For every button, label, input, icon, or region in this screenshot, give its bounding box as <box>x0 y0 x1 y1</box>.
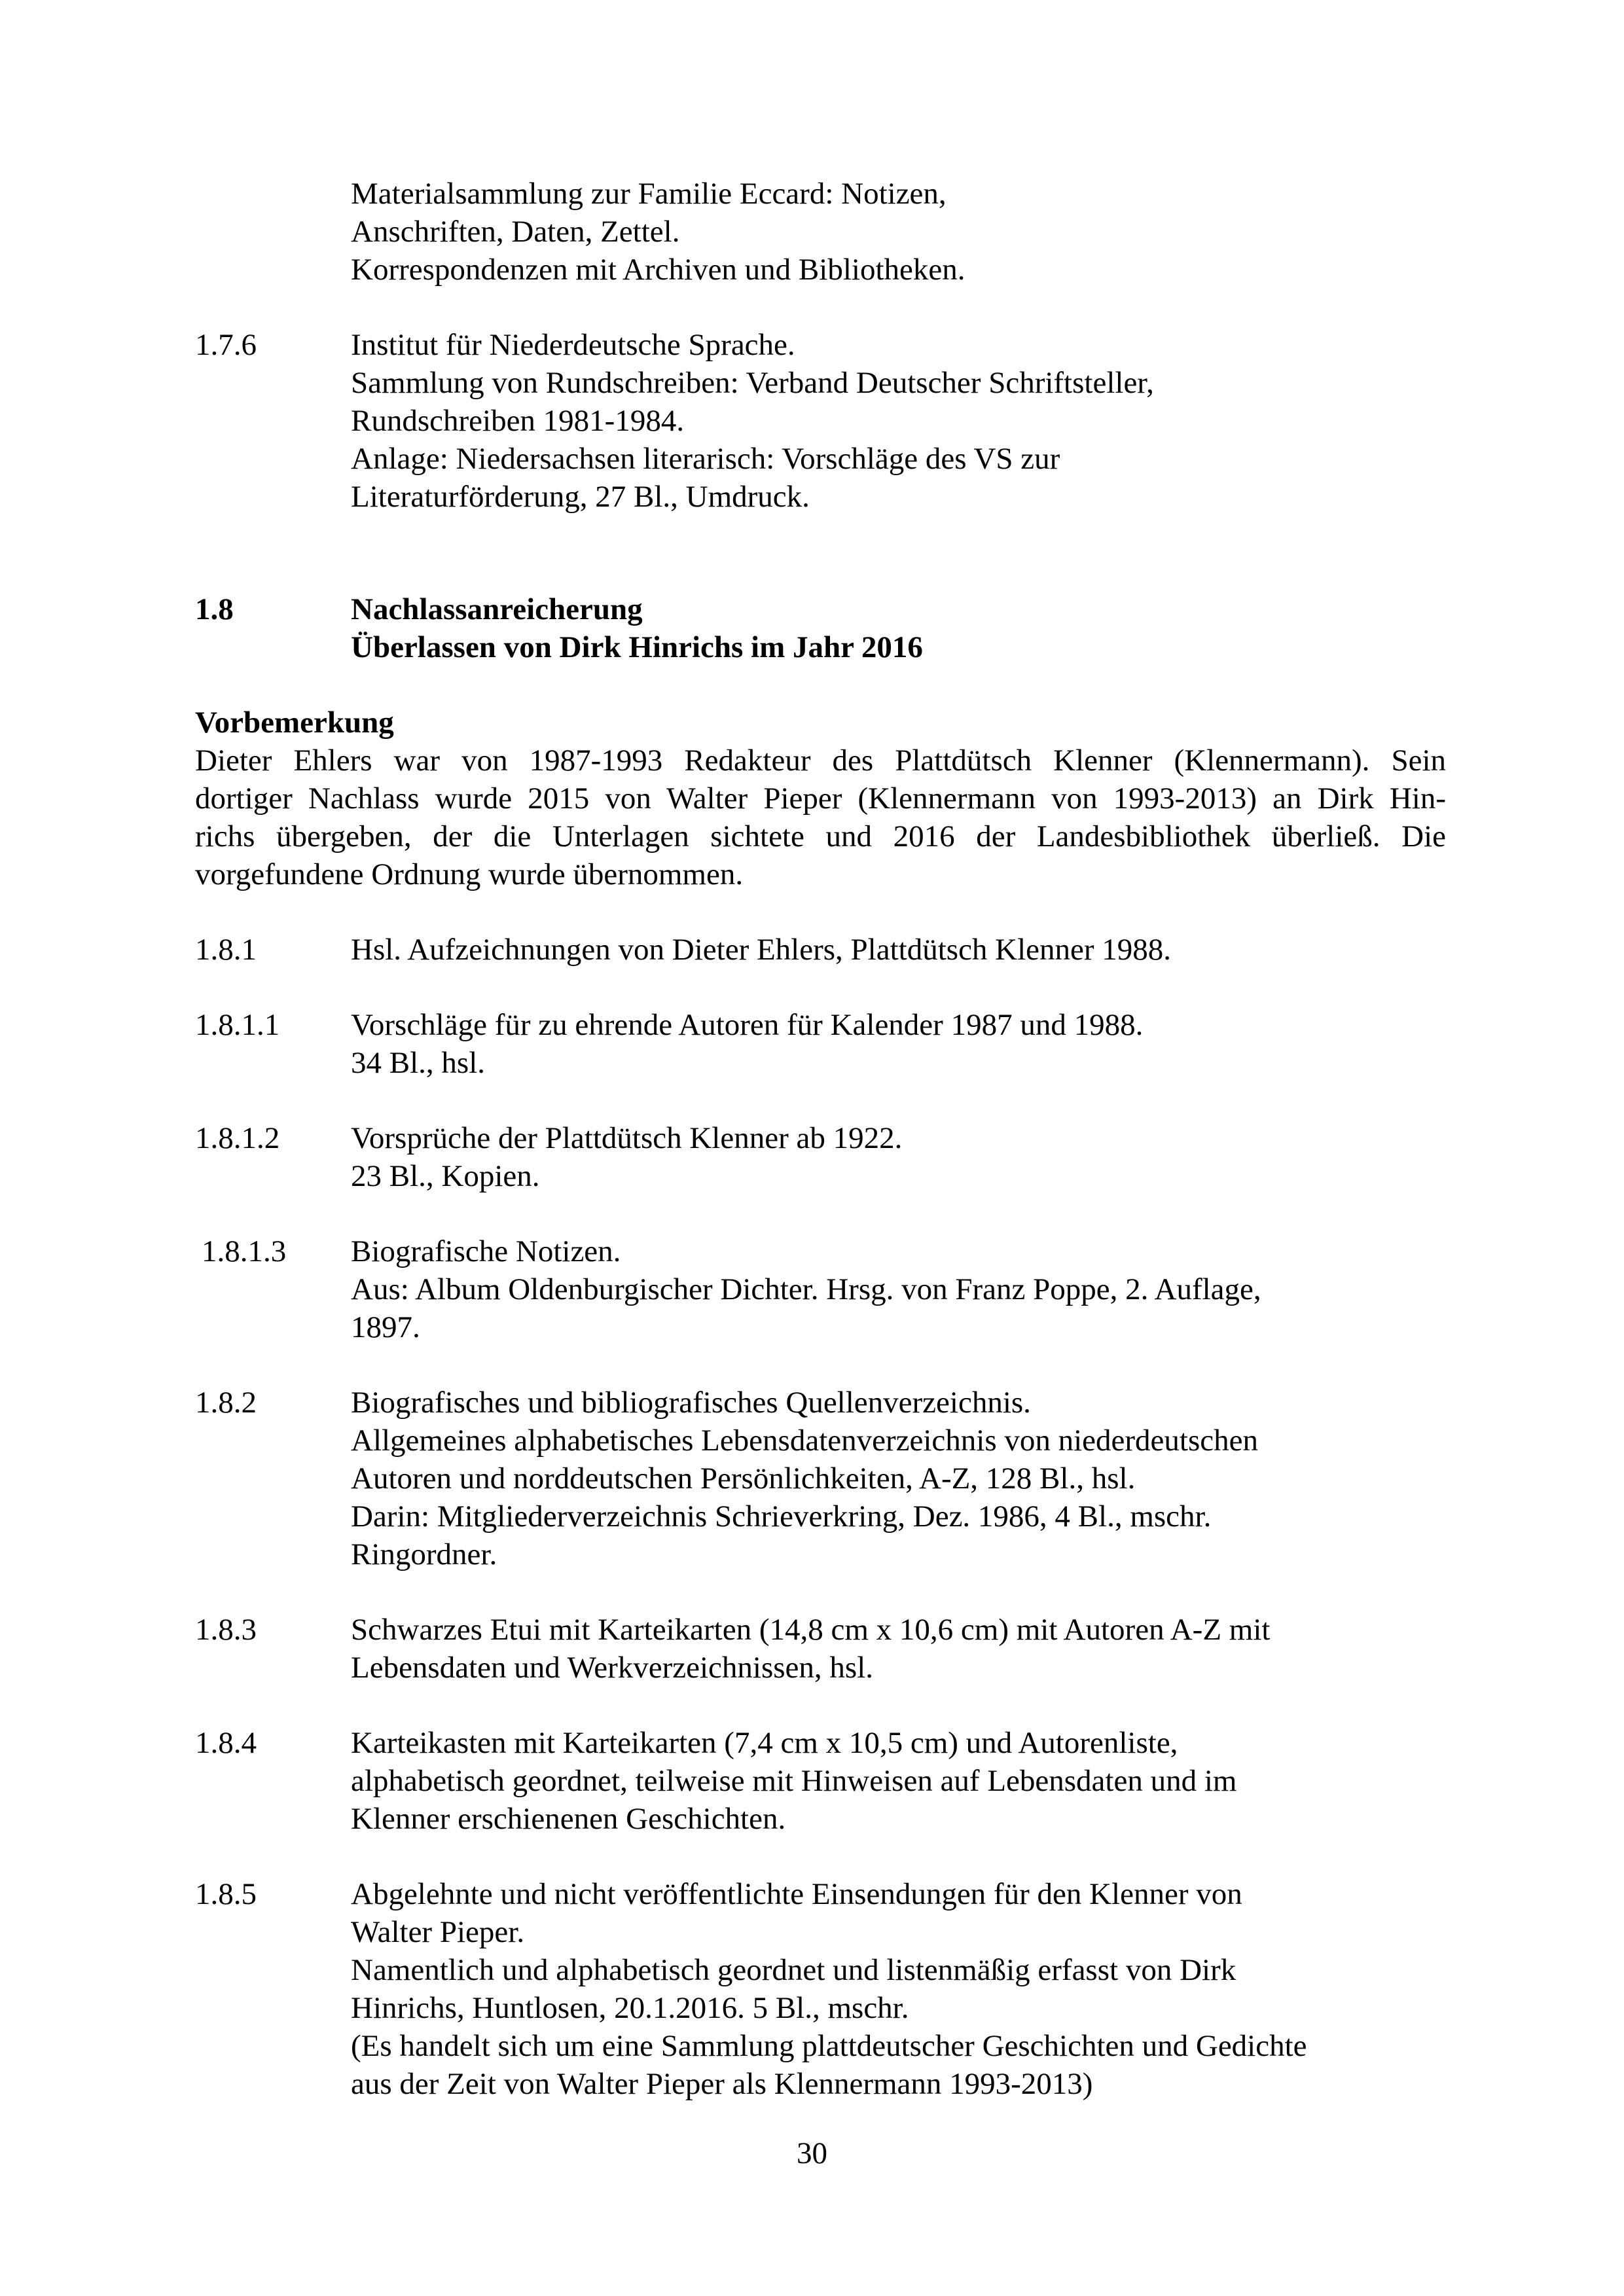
entry-line: Literaturförderung, 27 Bl., Umdruck. <box>351 480 810 514</box>
entry-line: Sammlung von Rundschreiben: Verband Deutscher Schriftsteller, <box>351 366 1154 400</box>
entry-line: Ringordner. <box>351 1537 497 1571</box>
entry-number: 1.8.1 <box>195 933 257 967</box>
entry-line: Autoren und norddeutschen Persönlichkeiten, A-Z, 128 Bl., hsl. <box>351 1462 1136 1496</box>
entry-number: 1.8.3 <box>195 1613 257 1647</box>
vorbemerkung-line: Dieter Ehlers war von 1987-1993 Redakteur des Plattdütsch Klenner (Klennermann). Sein <box>195 744 1446 778</box>
entry-line: Schwarzes Etui mit Karteikarten (14,8 cm x 10,6 cm) mit Autoren A-Z mit <box>351 1613 1271 1647</box>
continuation-line: Korrespondenzen mit Archiven und Bibliotheken. <box>351 253 965 287</box>
entry-line: Namentlich und alphabetisch geordnet und listenmäßig erfasst von Dirk <box>351 1953 1236 1987</box>
section-subtitle: Überlassen von Dirk Hinrichs im Jahr 2016 <box>351 630 923 664</box>
entry-line: Klenner erschienenen Geschichten. <box>351 1802 786 1836</box>
vorbemerkung-line: vorgefundene Ordnung wurde übernommen. <box>195 857 744 891</box>
vorbemerkung-line: dortiger Nachlass wurde 2015 von Walter Pieper (Klennermann von 1993-2013) an Dirk Hin- <box>195 781 1446 816</box>
entry-line: Anlage: Niedersachsen literarisch: Vorschläge des VS zur <box>351 442 1060 476</box>
entry-number: 1.8.1.2 <box>195 1121 280 1155</box>
continuation-line: Materialsammlung zur Familie Eccard: Notizen, <box>351 177 947 211</box>
entry-line: Vorsprüche der Plattdütsch Klenner ab 1922. <box>351 1121 903 1155</box>
section-number: 1.8 <box>195 592 234 626</box>
entry-line: Allgemeines alphabetisches Lebensdatenverzeichnis von niederdeutschen <box>351 1424 1258 1458</box>
entry-line: Vorschläge für zu ehrende Autoren für Kalender 1987 und 1988. <box>351 1008 1144 1042</box>
entry-line: Abgelehnte und nicht veröffentlichte Einsendungen für den Klenner von <box>351 1877 1242 1911</box>
entry-line: aus der Zeit von Walter Pieper als Klennermann 1993-2013) <box>351 2067 1093 2101</box>
vorbemerkung-line: richs übergeben, der die Unterlagen sichtete und 2016 der Landesbibliothek überließ. Die <box>195 819 1446 853</box>
entry-line: Walter Pieper. <box>351 1915 525 1949</box>
entry-number: 1.8.1.1 <box>195 1008 280 1042</box>
entry-number: 1.8.4 <box>195 1726 257 1760</box>
section-title: Nachlassanreicherung <box>351 592 643 626</box>
entry-line: (Es handelt sich um eine Sammlung plattdeutscher Geschichten und Gedichte <box>351 2029 1307 2063</box>
entry-line: Hsl. Aufzeichnungen von Dieter Ehlers, Plattdütsch Klenner 1988. <box>351 933 1172 967</box>
entry-line: Aus: Album Oldenburgischer Dichter. Hrsg. von Franz Poppe, 2. Auflage, <box>351 1272 1261 1306</box>
entry-line: Lebensdaten und Werkverzeichnissen, hsl. <box>351 1651 874 1685</box>
entry-line: Karteikasten mit Karteikarten (7,4 cm x 10,5 cm) und Autorenliste, <box>351 1726 1178 1760</box>
entry-line: Biografische Notizen. <box>351 1234 621 1268</box>
entry-number: 1.7.6 <box>195 328 257 362</box>
entry-line: Biografisches und bibliografisches Quellenverzeichnis. <box>351 1386 1031 1420</box>
page-number: 30 <box>797 2136 827 2170</box>
entry-number: 1.8.5 <box>195 1877 257 1911</box>
entry-line: Darin: Mitgliederverzeichnis Schrieverkring, Dez. 1986, 4 Bl., mschr. <box>351 1499 1212 1534</box>
entry-number: 1.8.2 <box>195 1386 257 1420</box>
entry-line: Rundschreiben 1981-1984. <box>351 404 685 438</box>
entry-line: 34 Bl., hsl. <box>351 1046 486 1080</box>
entry-line: 23 Bl., Kopien. <box>351 1159 540 1193</box>
entry-line: Hinrichs, Huntlosen, 20.1.2016. 5 Bl., mschr. <box>351 1991 909 2025</box>
vorbemerkung-heading: Vorbemerkung <box>195 706 394 740</box>
continuation-line: Anschriften, Daten, Zettel. <box>351 215 680 249</box>
entry-line: 1897. <box>351 1310 420 1344</box>
entry-line: alphabetisch geordnet, teilweise mit Hinweisen auf Lebensdaten und im <box>351 1764 1237 1798</box>
entry-line: Institut für Niederdeutsche Sprache. <box>351 328 795 362</box>
entry-number: 1.8.1.3 <box>202 1234 287 1268</box>
